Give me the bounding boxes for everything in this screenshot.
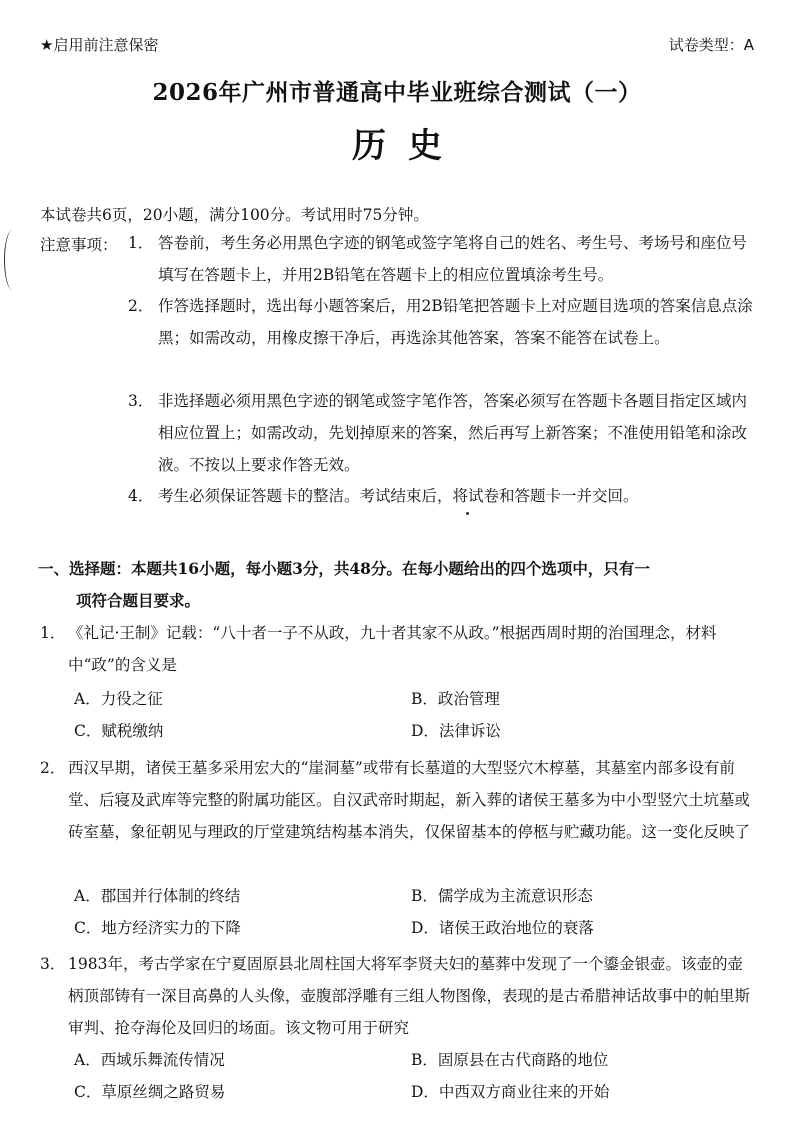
exam-title: 2026年广州市普通高中毕业班综合测试（一） (152, 79, 642, 106)
option-c: C．赋税缴纳 (74, 722, 164, 740)
ink-speck (466, 512, 469, 515)
paper-crease-mark (4, 230, 21, 290)
question-stem: 《礼记·王制》记载：“八十者一子不从政，九十者其家不从政。”根据西周时期的治国理念，材料中“政”的含义是 (68, 624, 717, 674)
notice-item-number: 3． (128, 392, 154, 410)
option-c: C．地方经济实力的下降 (74, 919, 241, 937)
section-heading (38, 553, 758, 617)
option-b: B．儒学成为主流意识形态 (411, 887, 593, 905)
notice-label: 注意事项： (40, 236, 118, 254)
confidential-label: ★启用前注意保密 (40, 36, 159, 54)
question-2 (40, 752, 756, 848)
notice-item-text: 考生必须保证答题卡的整洁。考试结束后，将试卷和答题卡一并交回。 (158, 487, 639, 505)
subject-title: 历史 (352, 126, 464, 166)
section-heading-line1: 一、选择题：本题共16小题，每小题3分，共48分。在每小题给出的四个选项中，只有一 (38, 559, 650, 578)
notice-item (128, 480, 756, 512)
notice-item (128, 385, 756, 481)
question-stem: 1983年，考古学家在宁夏固原县北周柱国大将军李贤夫妇的墓葬中发现了一个鎏金银壶。该壶的壶柄顶部铸有一深目高鼻的人头像，壶腹部浮雕有三组人物图像，表现的是古希腊神话故事中的帕里斯审判、抢夺海伦及回归的场面。该文物可用于研究 (68, 955, 751, 1037)
option-c: C．草原丝绸之路贸易 (74, 1083, 226, 1101)
question-number: 2． (40, 759, 66, 777)
notice-item-text: 答卷前，考生务必用黑色字迹的钢笔或签字笔将自己的姓名、考生号、考场号和座位号填写在答题卡上，并用2B铅笔在答题卡上的相应位置填涂考生号。 (158, 234, 748, 284)
paper-type-label: 试卷类型：A (668, 36, 754, 54)
option-d: D．法律诉讼 (411, 722, 501, 740)
option-a: A．力役之征 (74, 690, 163, 708)
question-number: 1． (40, 624, 66, 642)
exam-intro: 本试卷共6页，20小题，满分100分。考试用时75分钟。 (40, 206, 429, 224)
notice-item-number: 2． (128, 297, 154, 315)
option-a: A．郡国并行体制的终结 (74, 887, 241, 905)
section-heading-line2: 项符合题目要求。 (76, 591, 201, 610)
option-b: B．固原县在古代商路的地位 (411, 1051, 609, 1069)
question-3 (40, 948, 756, 1044)
question-number: 3． (40, 955, 66, 973)
option-d: D．诸侯王政治地位的衰落 (411, 919, 594, 937)
notice-item-number: 1． (128, 234, 154, 252)
option-b: B．政治管理 (411, 690, 500, 708)
notice-item (128, 227, 756, 291)
option-a: A．西域乐舞流传情况 (74, 1051, 225, 1069)
question-1 (40, 617, 756, 681)
notice-item-text: 非选择题必须用黑色字迹的钢笔或签字笔作答，答案必须写在答题卡各题目指定区域内相应位置上；如需改动，先划掉原来的答案，然后再写上新答案；不准使用铅笔和涂改液。不按以上要求作答无效。 (158, 392, 748, 474)
notice-item-number: 4． (128, 487, 154, 505)
option-d: D．中西双方商业往来的开始 (411, 1083, 610, 1101)
question-stem: 西汉早期，诸侯王墓多采用宏大的“崖洞墓”或带有长墓道的大型竖穴木椁墓，其墓室内部多设有前堂、后寝及武库等完整的附属功能区。自汉武帝时期起，新入葬的诸侯王墓多为中小型竖穴土坑墓或砖室墓，象征朝见与理政的厅堂建筑结构基本消失，仅保留基本的停柩与贮藏功能。这一变化反映了 (68, 759, 751, 841)
notice-item (128, 290, 756, 354)
notice-item-text: 作答选择题时，选出每小题答案后，用2B铅笔把答题卡上对应题目选项的答案信息点涂黑；如需改动，用橡皮擦干净后，再选涂其他答案，答案不能答在试卷上。 (158, 297, 753, 347)
